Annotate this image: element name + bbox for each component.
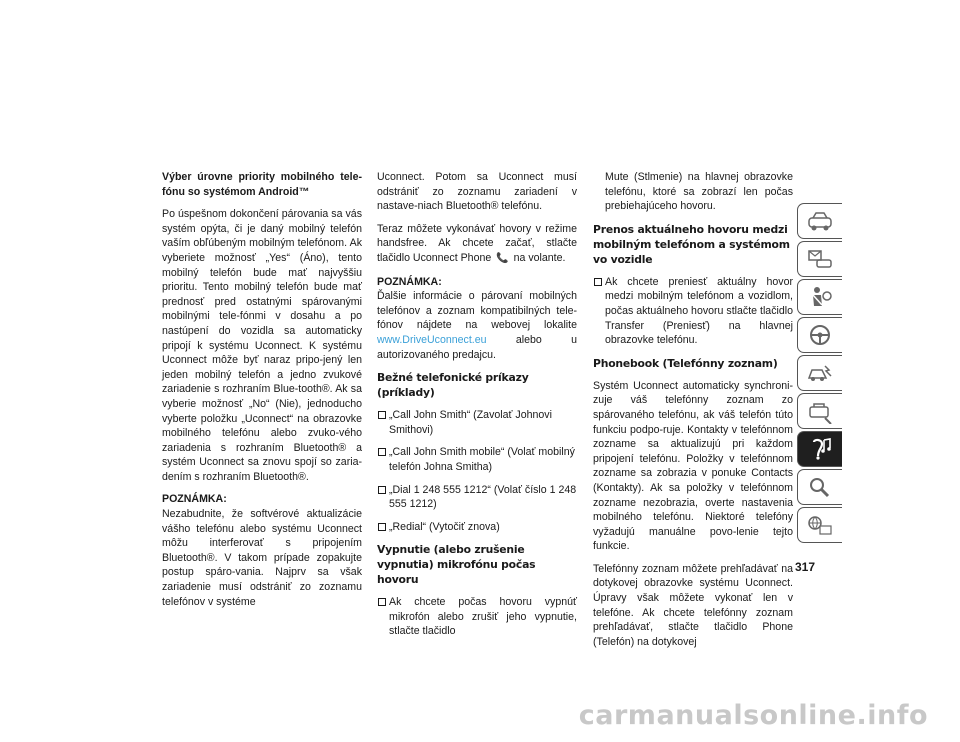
tab-magnifier[interactable] (797, 469, 842, 505)
paragraph-phonebook-browse: Telefónny zoznam môžete prehľadávať na dotykovej obrazovke systému Uconnect. Úpravy však môžete vykonať len v telefóne. Ak chcete telefónny zoznam prehľadávať, stlačte tlačidlo Phone (Telefón) na dotykovej (593, 562, 793, 648)
tab-language-index[interactable] (797, 507, 842, 543)
checkbox-bullet-icon (378, 523, 386, 531)
multimedia-icon (805, 436, 835, 462)
bullet-text: „Redial“ (Vytočiť znova) (389, 520, 500, 533)
checkbox-bullet-icon (378, 486, 386, 494)
note-text: Nezabudnite, že softvérové aktualizácie vášho telefónu alebo systému Uconnect môžu interferovať s pripojením Bluetooth®. V takom prípade zopakujte postup spáro-vania. Najprv sa však zariadenie musí odstrániť zo zoznamu telefónov v systéme (162, 508, 362, 608)
tab-car-mail[interactable] (797, 241, 842, 277)
tab-car-crash[interactable] (797, 355, 842, 391)
checkbox-bullet-icon (594, 278, 602, 286)
chapter-tabs (797, 203, 842, 545)
tab-steering-wheel[interactable] (797, 317, 842, 353)
column-3 (593, 170, 793, 657)
paragraph-priority: Po úspešnom dokončení párovania sa vás systém opýta, či je daný mobilný telefón vaším obľúbeným mobilným telefónom. Ak vyberiete možnosť „Yes“ (Áno), tento mobilný telefón bude mať najvyššiu prioritu. Tento mobilný telefón bude mať prednosť pred ostatnými spárovanými mobilnými tele-fónmi v dosahu a po nastúpení do vozidla sa automaticky pripojí k systému Uconnect. K systému Uconnect môže byť naraz pripo-jený len jeden mobilný telefón a jedno zvukové zariadenie s rozhraním Blue-tooth®. Ak sa vyberie možnosť „No“ (Nie), jednoducho vyberte položku „Uconnect“ na obrazovke mobilného telefónu alebo zvuko-vého zariadenia s rozhraním Bluetooth® a systém Uconnect sa znovu spojí so zaria-dením s rozhraním Bluetooth®. (162, 208, 362, 483)
seatbelt-airbag-icon (805, 284, 835, 310)
car-crash-icon (805, 360, 835, 386)
steering-wheel-icon (805, 322, 835, 348)
car-dashboard-icon (805, 208, 835, 234)
tab-multimedia[interactable] (797, 431, 842, 467)
section-heading-phonebook: Phonebook (Telefónny zoznam) (593, 356, 778, 370)
note-2-before: Ďalšie informácie o párovaní mobilných telefónov a zoznam kompatibilných tele-fónov nájdete na webovej lokalite (377, 290, 577, 332)
note-title-2: POZNÁMKA: (377, 275, 442, 288)
checkbox-bullet-icon (378, 448, 386, 456)
paragraph-handsfree (377, 222, 577, 267)
section-heading-commands: Bežné telefonické príkazy (príklady) (377, 371, 529, 400)
section-heading-android-priority: Výber úrovne priority mobilného tele-fónu so systémom Android™ (162, 171, 362, 198)
bullet-item (377, 520, 577, 535)
section-heading-mute: Vypnutie (alebo zrušenie vypnutia) mikrofónu počas hovoru (377, 543, 536, 587)
paragraph-remove-device: Uconnect. Potom sa Uconnect musí odstrániť zo zoznamu zariadení v nastave-niach Bluetooth® telefónu. (377, 171, 577, 213)
page-number: 317 (795, 560, 816, 574)
car-tools-icon (805, 398, 835, 424)
drive-uconnect-link[interactable]: www.DriveUconnect.eu (377, 333, 487, 346)
bullet-item (377, 408, 577, 437)
section-heading-transfer: Prenos aktuálneho hovoru medzi mobilným telefónom a systémom vo vozidle (593, 222, 790, 266)
checkbox-bullet-icon (378, 598, 386, 606)
watermark-text: carmanualsonline.info (578, 700, 928, 731)
handsfree-text-before: Teraz môžete vykonávať hovory v režime handsfree. Ak chcete začať, stlačte tlačidlo Uconnect Phone (377, 222, 577, 264)
bullet-item (377, 595, 577, 639)
tab-seatbelt-airbag[interactable] (797, 279, 842, 315)
tab-car-dashboard[interactable] (797, 203, 842, 239)
handsfree-text-after: na volante. (513, 251, 566, 264)
paragraph-phonebook-sync: Systém Uconnect automaticky synchroni-zuje váš telefónny zoznam zo spárovaného telefónu, ak váš telefón túto funkciu podpo-ruje. Kontakty v telefónnom zozname sa aktualizujú pri každom pripojení telefónu. Položky v telefónnom zozname sa zobrazia v ponuke Contacts (Kontakty). Ak sa položky v telefónnom zozname nezobrazia, overte nastavenia mobilného telefónu. Niektoré telefóny vyžadujú manuálne povo-lenie tejto funkcie. (593, 379, 793, 553)
car-mail-icon (805, 246, 835, 272)
column-2 (377, 170, 577, 647)
bullet-item (377, 445, 577, 474)
watermark (0, 700, 960, 731)
bullet-text: „Call John Smith“ (Zavolať Johnovi Smithovi) (389, 409, 552, 436)
bullet-text: Ak chcete preniesť aktuálny hovor medzi mobilným telefónom a vozidlom, počas aktuálneho hovoru stlačte tlačidlo Transfer (Preniesť) na hlavnej obrazovke telefónu. (605, 275, 793, 347)
mute-continuation: Mute (Stlmenie) na hlavnej obrazovke telefónu, ktoré sa zobrazí len počas prebiehajúceho hovoru. (605, 171, 793, 213)
column-1 (162, 170, 362, 617)
tab-car-tools[interactable] (797, 393, 842, 429)
note-2-after: alebo u autorizovaného predajcu. (377, 333, 577, 361)
checkbox-bullet-icon (378, 411, 386, 419)
magnifier-icon (805, 474, 835, 500)
bullet-text: „Call John Smith mobile“ (Volať mobilný telefón Johna Smitha) (389, 446, 575, 473)
note-title: POZNÁMKA: (162, 493, 227, 506)
bullet-item (377, 483, 577, 512)
phone-icon: 📞 (496, 252, 509, 264)
language-index-icon (805, 512, 835, 538)
bullet-item (593, 275, 793, 348)
bullet-text: Ak chcete počas hovoru vypnúť mikrofón alebo zrušiť jeho vypnutie, stlačte tlačidlo (389, 596, 577, 638)
bullet-text: „Dial 1 248 555 1212“ (Volať číslo 1 248 555 1212) (389, 483, 577, 511)
note-text-2 (377, 289, 577, 362)
